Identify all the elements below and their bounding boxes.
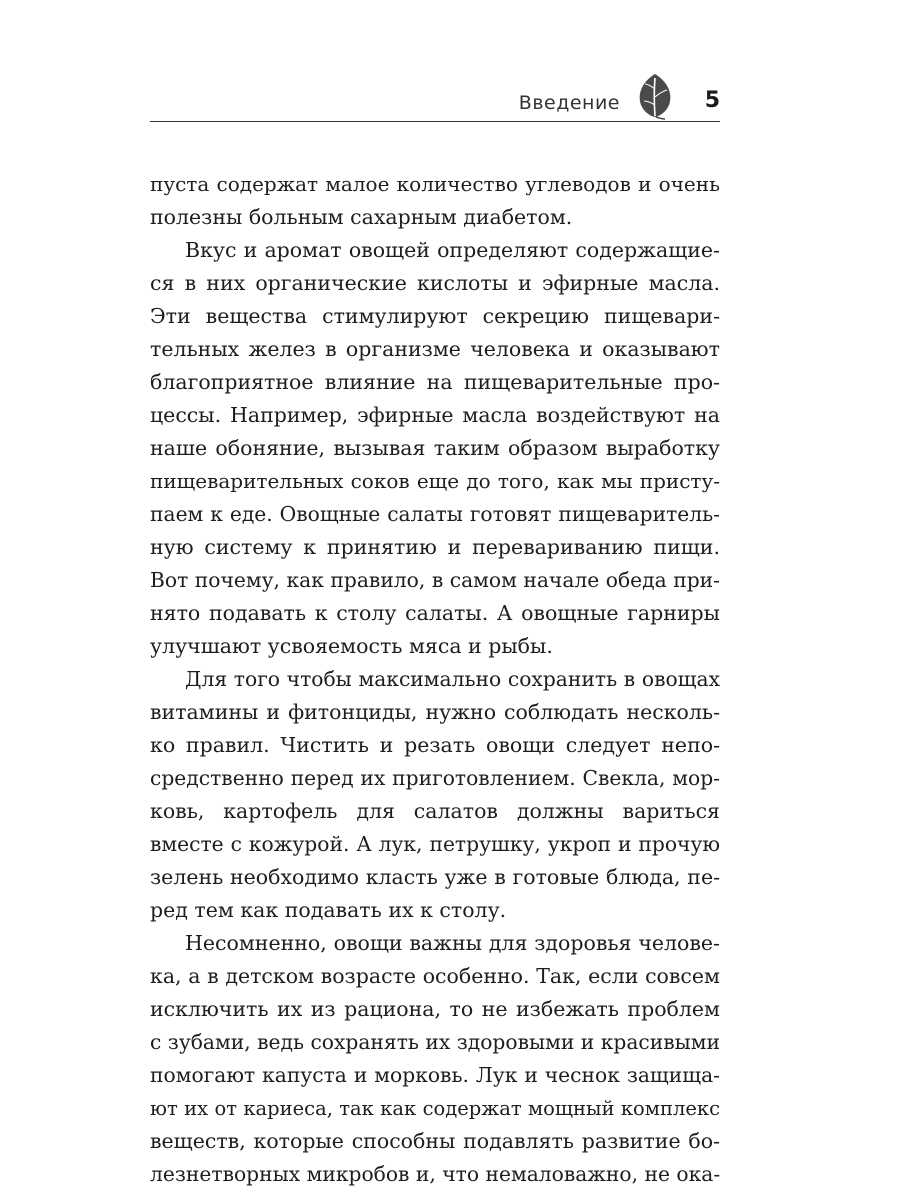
text-line: средственно перед их приготовлением. Свекла, мор- — [150, 766, 720, 790]
text-line: зелень необходимо класть уже в готовые блюда, пе- — [150, 865, 720, 889]
text-line: нято подавать к столу салаты. А овощные гарниры — [150, 601, 720, 625]
paragraph — [150, 234, 720, 663]
text-line: исключить их из рациона, то не избежать проблем — [150, 997, 720, 1021]
text-line: Вкус и аромат овощей определяют содержащие- — [185, 238, 720, 262]
text-line: цессы. Например, эфирные масла воздействуют на — [150, 403, 720, 427]
text-line: ковь, картофель для салатов должны вариться — [150, 799, 720, 823]
section-title: Введение — [518, 92, 620, 114]
text-line: ся в них органические кислоты и эфирные масла. — [150, 271, 720, 295]
text-line: улучшают усвояемость мяса и рыбы. — [150, 634, 553, 658]
text-line: Вот почему, как правило, в самом начале обеда при- — [150, 568, 720, 592]
running-head — [150, 72, 720, 122]
text-line: тельных желез в организме человека и оказывают — [150, 337, 720, 361]
text-line: ко правил. Чистить и резать овощи следует непо- — [150, 733, 720, 757]
paragraph — [150, 168, 720, 234]
text-line: ную систему к принятию и перевариванию пищи. — [150, 535, 720, 559]
text-line: помогают капуста и морковь. Лук и чеснок защища- — [150, 1063, 720, 1087]
text-line: Для того чтобы максимально сохранить в овощах — [185, 667, 720, 691]
text-line: ред тем как подавать их к столу. — [150, 898, 507, 922]
text-line: благоприятное влияние на пищеварительные про- — [150, 370, 720, 394]
text-line: пищеварительных соков еще до того, как мы присту- — [150, 469, 720, 493]
text-line: ют их от кариеса, так как содержат мощный комплекс — [150, 1097, 720, 1120]
leaf-icon — [634, 72, 676, 120]
text-line: Несомненно, овощи важны для здоровья челове- — [185, 931, 720, 955]
header-rule — [150, 121, 720, 122]
text-line: веществ, которые способны подавлять развитие бо- — [150, 1129, 720, 1153]
text-line: лезнетворных микробов и, что немаловажно, не ока- — [150, 1162, 721, 1186]
text-line: витамины и фитонциды, нужно соблюдать несколь- — [150, 700, 720, 724]
paragraph — [150, 663, 720, 927]
text-line: Эти вещества стимулируют секрецию пищевари- — [150, 304, 720, 328]
page-number: 5 — [704, 88, 720, 113]
text-line: вместе с кожурой. А лук, петрушку, укроп и прочую — [150, 832, 720, 856]
text-line: ка, а в детском возрасте особенно. Так, если совсем — [150, 964, 720, 988]
text-line: наше обоняние, вызывая таким образом выработку — [150, 436, 720, 460]
text-line: пуста содержат малое количество углеводов и очень — [150, 172, 720, 196]
text-line: паем к еде. Овощные салаты готовят пищеваритель- — [150, 502, 720, 526]
body-text — [150, 168, 720, 1191]
text-line: с зубами, ведь сохранять их здоровыми и красивыми — [150, 1030, 721, 1054]
paragraph — [150, 927, 720, 1191]
text-line: полезны больным сахарным диабетом. — [150, 205, 573, 229]
